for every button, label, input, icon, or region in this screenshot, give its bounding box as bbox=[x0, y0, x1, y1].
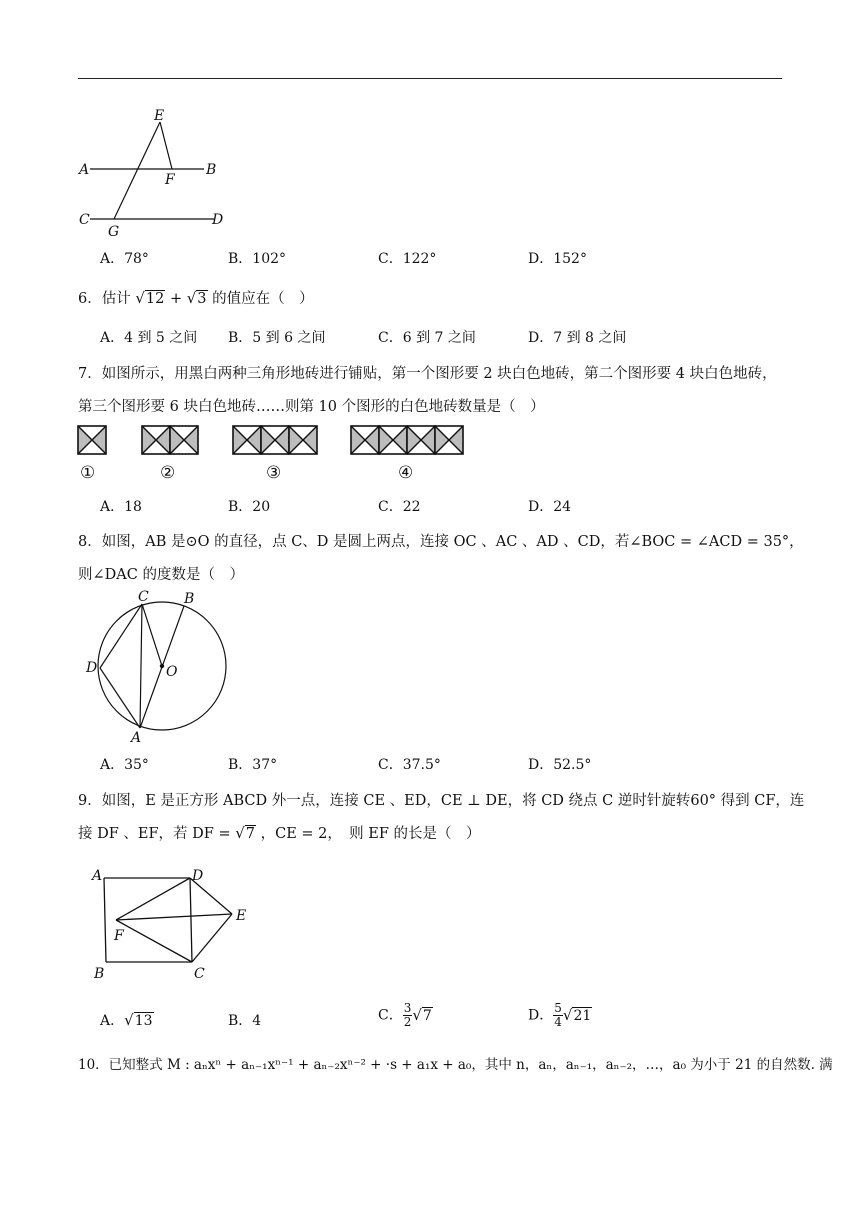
q9-option-b[interactable]: B．4 bbox=[228, 1013, 262, 1029]
q6-option-c[interactable]: C．6 到 7 之间 bbox=[378, 330, 476, 346]
tile-cell bbox=[407, 426, 435, 454]
q7-label-3: ③ bbox=[266, 463, 282, 483]
tile-cell bbox=[78, 426, 106, 454]
tile-cell bbox=[289, 426, 317, 454]
tile-cell bbox=[170, 426, 198, 454]
tile-cell bbox=[233, 426, 261, 454]
q7-label-2: ② bbox=[160, 463, 176, 483]
q6-option-d[interactable]: D．7 到 8 之间 bbox=[528, 330, 627, 346]
q7-label-4: ④ bbox=[398, 463, 414, 483]
label-D: D bbox=[212, 212, 224, 228]
q7-label-1: ① bbox=[80, 463, 96, 483]
label-B: B bbox=[94, 966, 105, 982]
label-A: A bbox=[79, 162, 90, 178]
label-C: C bbox=[138, 589, 149, 605]
label-D: D bbox=[192, 868, 204, 884]
q7-tile-figures bbox=[76, 424, 476, 458]
q9-sqrt-7: √7 bbox=[235, 824, 256, 842]
q5-option-a[interactable]: A．78° bbox=[100, 251, 149, 267]
q10-stem: 10．已知整式 M : aₙxⁿ + aₙ₋₁xⁿ⁻¹ + aₙ₋₂xⁿ⁻² + ·s + a₁x + a₀，其中 n，aₙ，aₙ₋₁，aₙ₋₂，…，a₀ 为小于 21 的自然数. 满 bbox=[78, 1057, 833, 1073]
q6-option-b[interactable]: B．5 到 6 之间 bbox=[228, 330, 326, 346]
q6-num: 6．估计 bbox=[78, 291, 131, 307]
q7-line1: 7．如图所示，用黑白两种三角形地砖进行铺贴，第一个图形要 2 块白色地砖，第二个图形要 4 块白色地砖， bbox=[78, 366, 777, 382]
q5-option-c[interactable]: C．122° bbox=[378, 251, 437, 267]
q8-option-a[interactable]: A．35° bbox=[100, 757, 149, 773]
label-A: A bbox=[92, 868, 103, 884]
q7-line2: 第三个图形要 6 块白色地砖……则第 10 个图形的白色地砖数量是（ ） bbox=[78, 399, 545, 415]
label-D: D bbox=[86, 660, 98, 676]
q9-option-d[interactable]: D． $\frac{5}{4}$ √21 bbox=[528, 1001, 592, 1029]
q6-sqrt-3: √3 bbox=[186, 289, 207, 307]
q9-line2: 接 DF 、EF，若 DF = √7 ，CE = 2， 则 EF 的长是（ ） bbox=[78, 824, 481, 842]
q7-option-c[interactable]: C．22 bbox=[378, 499, 421, 515]
q6-stem: 6．估计 √12 + √3 的值应在（ ） bbox=[78, 289, 314, 307]
q7-option-a[interactable]: A．18 bbox=[100, 499, 142, 515]
tile-cell bbox=[261, 426, 289, 454]
q5-option-d[interactable]: D．152° bbox=[528, 251, 587, 267]
header-rule bbox=[78, 78, 782, 79]
q9-square-figure bbox=[88, 864, 258, 984]
label-E: E bbox=[236, 908, 247, 924]
q8-option-c[interactable]: C．37.5° bbox=[378, 757, 441, 773]
tile-cell bbox=[142, 426, 170, 454]
q6-sqrt-12: √12 bbox=[135, 289, 165, 307]
label-O: O bbox=[166, 664, 178, 680]
q8-circle-figure bbox=[80, 588, 240, 746]
q8-line1: 8．如图，AB 是⊙O 的直径，点 C、D 是圆上两点，连接 OC 、AC 、AD 、CD，若∠BOC = ∠ACD = 35°， bbox=[78, 534, 804, 550]
tile-cell bbox=[435, 426, 463, 454]
label-B: B bbox=[206, 162, 217, 178]
q5-figure bbox=[76, 104, 236, 240]
q6-suffix: 的值应在（ ） bbox=[212, 291, 314, 307]
q6-option-a[interactable]: A．4 到 5 之间 bbox=[100, 330, 198, 346]
q9-option-a[interactable]: A．√13 bbox=[100, 1011, 153, 1029]
tile-cell bbox=[379, 426, 407, 454]
label-F: F bbox=[165, 172, 175, 188]
q8-option-b[interactable]: B．37° bbox=[228, 757, 278, 773]
q8-option-d[interactable]: D．52.5° bbox=[528, 757, 592, 773]
q5-option-b[interactable]: B．102° bbox=[228, 251, 287, 267]
q8-line2: 则∠DAC 的度数是（ ） bbox=[78, 567, 244, 583]
label-F: F bbox=[114, 928, 124, 944]
tile-cell bbox=[351, 426, 379, 454]
label-C: C bbox=[194, 966, 205, 982]
label-E: E bbox=[154, 108, 165, 124]
q7-option-d[interactable]: D．24 bbox=[528, 499, 572, 515]
label-C: C bbox=[79, 212, 90, 228]
q9-option-c[interactable]: C． $\frac{3}{2}$ √7 bbox=[378, 1001, 432, 1029]
label-A: A bbox=[131, 730, 142, 746]
q7-option-b[interactable]: B．20 bbox=[228, 499, 271, 515]
q9-line1: 9．如图，E 是正方形 ABCD 外一点，连接 CE 、ED，CE ⊥ DE，将 CD 绕点 C 逆时针旋转60° 得到 CF，连 bbox=[78, 793, 805, 809]
label-G: G bbox=[108, 224, 120, 240]
label-B: B bbox=[184, 591, 195, 607]
